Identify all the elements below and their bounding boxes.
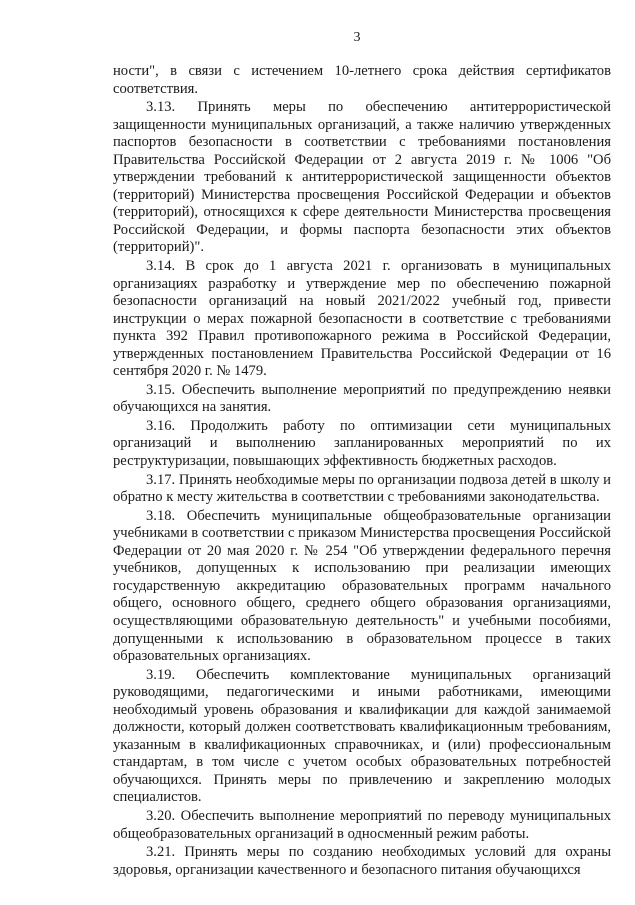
paragraph-3-17: 3.17. Принять необходимые меры по организации подвоза детей в школу и обратно к месту жительства в соответствии с требованиями законодательства. <box>113 471 611 506</box>
paragraph-3-18: 3.18. Обеспечить муниципальные общеобразовательные организации учебниками в соответствии с приказом Министерства просвещения Российской Федерации от 20 мая 2020 г. № 254 "Об утверждении федерального перечня учебников, допущенных к использованию при реализации имеющих государственную аккредитацию образовательных программ начального общего, основного общего, среднего общего образования организациями, осуществляющими образовательную деятельность" и учебными пособиями, допущенными к использованию в образовательном процессе в таких образовательных организациях. <box>113 507 611 665</box>
paragraph-3-20: 3.20. Обеспечить выполнение мероприятий по переводу муниципальных общеобразовательных организаций в односменный режим работы. <box>113 807 611 842</box>
paragraph-3-13: 3.13. Принять меры по обеспечению антитеррористической защищенности муниципальных организаций, а также наличию утвержденных паспортов безопасности в соответствии с требованиями постановления Правительства Российской Федерации от 2 августа 2019 г. № 1006 "Об утверждении требований к антитеррористической защищенности объектов (территорий) Министерства просвещения Российской Федерации и объектов (территорий), относящихся к сфере деятельности Министерства просвещения Российской Федерации, и формы паспорта безопасности этих объектов (территорий)". <box>113 99 611 256</box>
paragraph-3-19: 3.19. Обеспечить комплектование муниципальных организаций руководящими, педагогическими и иными работниками, имеющими необходимый уровень образования и квалификации для каждой занимаемой должности, который должен соответствовать квалификационным требованиям, указанным в квалификационных справочниках, и (или) профессиональным стандартам, в том числе с учетом особых образовательных потребностей обучающихся. Принять меры по привлечению и закреплению молодых специалистов. <box>113 666 611 806</box>
paragraph-continuation: ности", в связи с истечением 10-летнего срока действия сертификатов соответствия. <box>113 63 611 97</box>
document-body <box>113 63 611 879</box>
paragraph-3-14: 3.14. В срок до 1 августа 2021 г. организовать в муниципальных организациях разработку и утверждение мер по обеспечению пожарной безопасности организаций на новый 2021/2022 учебный год, привести инструкции о мерах пожарной безопасности в соответствие с требованиями пункта 392 Правил противопожарного режима в Российской Федерации, утвержденных постановлением Правительства Российской Федерации от 16 сентября 2020 г. № 1479. <box>113 258 611 380</box>
paragraph-3-15: 3.15. Обеспечить выполнение мероприятий по предупреждению неявки обучающихся на занятия. <box>113 381 611 416</box>
paragraph-3-16: 3.16. Продолжить работу по оптимизации сети муниципальных организаций и выполнению запланированных мероприятий по их реструктуризации, повышающих эффективность бюджетных расходов. <box>113 417 611 470</box>
page-number: 3 <box>353 30 361 45</box>
paragraph-3-21: 3.21. Принять меры по созданию необходимых условий для охраны здоровья, организации качественного и безопасного питания обучающихся <box>113 844 611 878</box>
